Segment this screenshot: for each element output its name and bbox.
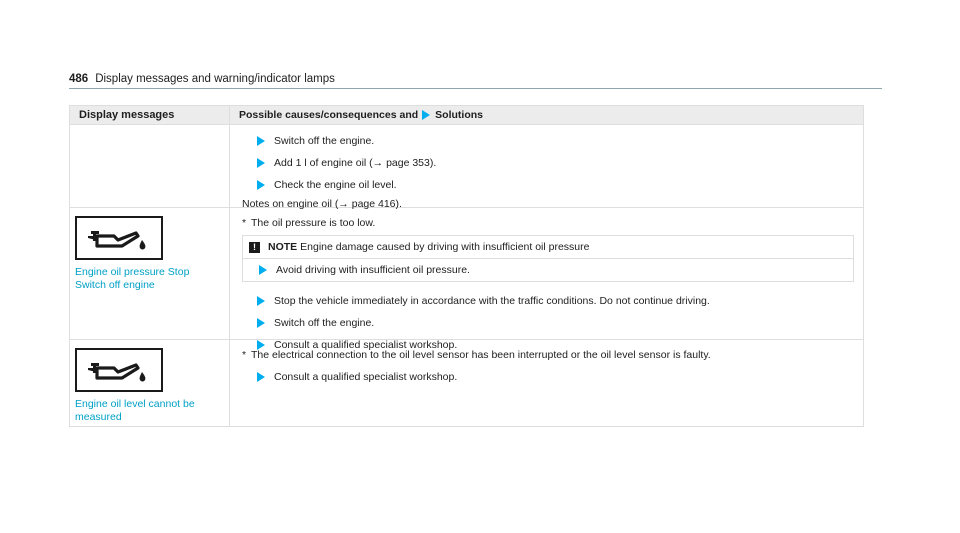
- col-header-causes-solutions: [230, 106, 863, 124]
- note-box: [242, 235, 854, 282]
- cause-text: * The oil pressure is too low.: [242, 216, 376, 229]
- bullet-arrow-icon: [257, 318, 265, 328]
- solution-cell: [230, 340, 863, 426]
- list-item: Stop the vehicle immediately in accordance with the traffic conditions. Do not continue driving.: [242, 291, 855, 310]
- engine-oil-notes-reference: Notes on engine oil (→ page 416).: [242, 197, 402, 210]
- oil-can-warning-icon: [75, 348, 163, 392]
- bullet-arrow-icon: [257, 296, 265, 306]
- note-title: Engine damage caused by driving with insufficient oil pressure: [300, 241, 590, 253]
- col-header-solutions-text: Solutions: [435, 109, 484, 121]
- display-message-text: Engine oil level cannot be measured: [75, 398, 195, 423]
- note-header: [243, 236, 853, 259]
- col-header-display-messages: Display messages: [70, 106, 230, 124]
- bullet-arrow-icon: [257, 158, 265, 168]
- table-row: [70, 207, 863, 351]
- bullet-arrow-icon: [257, 136, 265, 146]
- note-bullet: Avoid driving with insufficient oil pressure.: [243, 259, 853, 281]
- list-item: Switch off the engine.: [242, 313, 855, 332]
- table-header: [70, 106, 863, 124]
- bullet-arrow-icon: [257, 180, 265, 190]
- page-header: [69, 72, 882, 89]
- solution-arrow-icon: [422, 110, 430, 120]
- table-row: [70, 124, 863, 210]
- message-cell-empty: [70, 125, 230, 207]
- oil-can-warning-icon: [75, 216, 163, 260]
- list-item: Consult a qualified specialist workshop.: [242, 335, 855, 354]
- page-number: 486: [69, 73, 89, 85]
- message-cell: [70, 340, 230, 426]
- bullet-arrow-icon: [257, 372, 265, 382]
- list-item: Consult a qualified specialist workshop.: [242, 367, 855, 386]
- solution-cell: [230, 125, 863, 210]
- col-header-causes-text: Possible causes/consequences and: [239, 109, 419, 121]
- solution-cell: [230, 208, 863, 351]
- list-item: Switch off the engine.: [242, 131, 855, 150]
- bullet-arrow-icon: [259, 265, 267, 275]
- cause-text: * The electrical connection to the oil level sensor has been interrupted or the oil level sensor is faulty.: [242, 348, 711, 361]
- page-section-title: Display messages and warning/indicator lamps: [95, 73, 335, 85]
- exclamation-warning-icon: !: [249, 242, 260, 253]
- note-label: NOTE: [268, 241, 298, 253]
- message-cell: [70, 208, 230, 339]
- list-item: Check the engine oil level.: [242, 175, 855, 194]
- display-messages-table: [69, 105, 864, 427]
- table-row: [70, 339, 863, 426]
- display-message-text: Engine oil pressure Stop Switch off engine: [75, 266, 190, 291]
- list-item: Add 1 l of engine oil (→ page 353).: [242, 153, 855, 172]
